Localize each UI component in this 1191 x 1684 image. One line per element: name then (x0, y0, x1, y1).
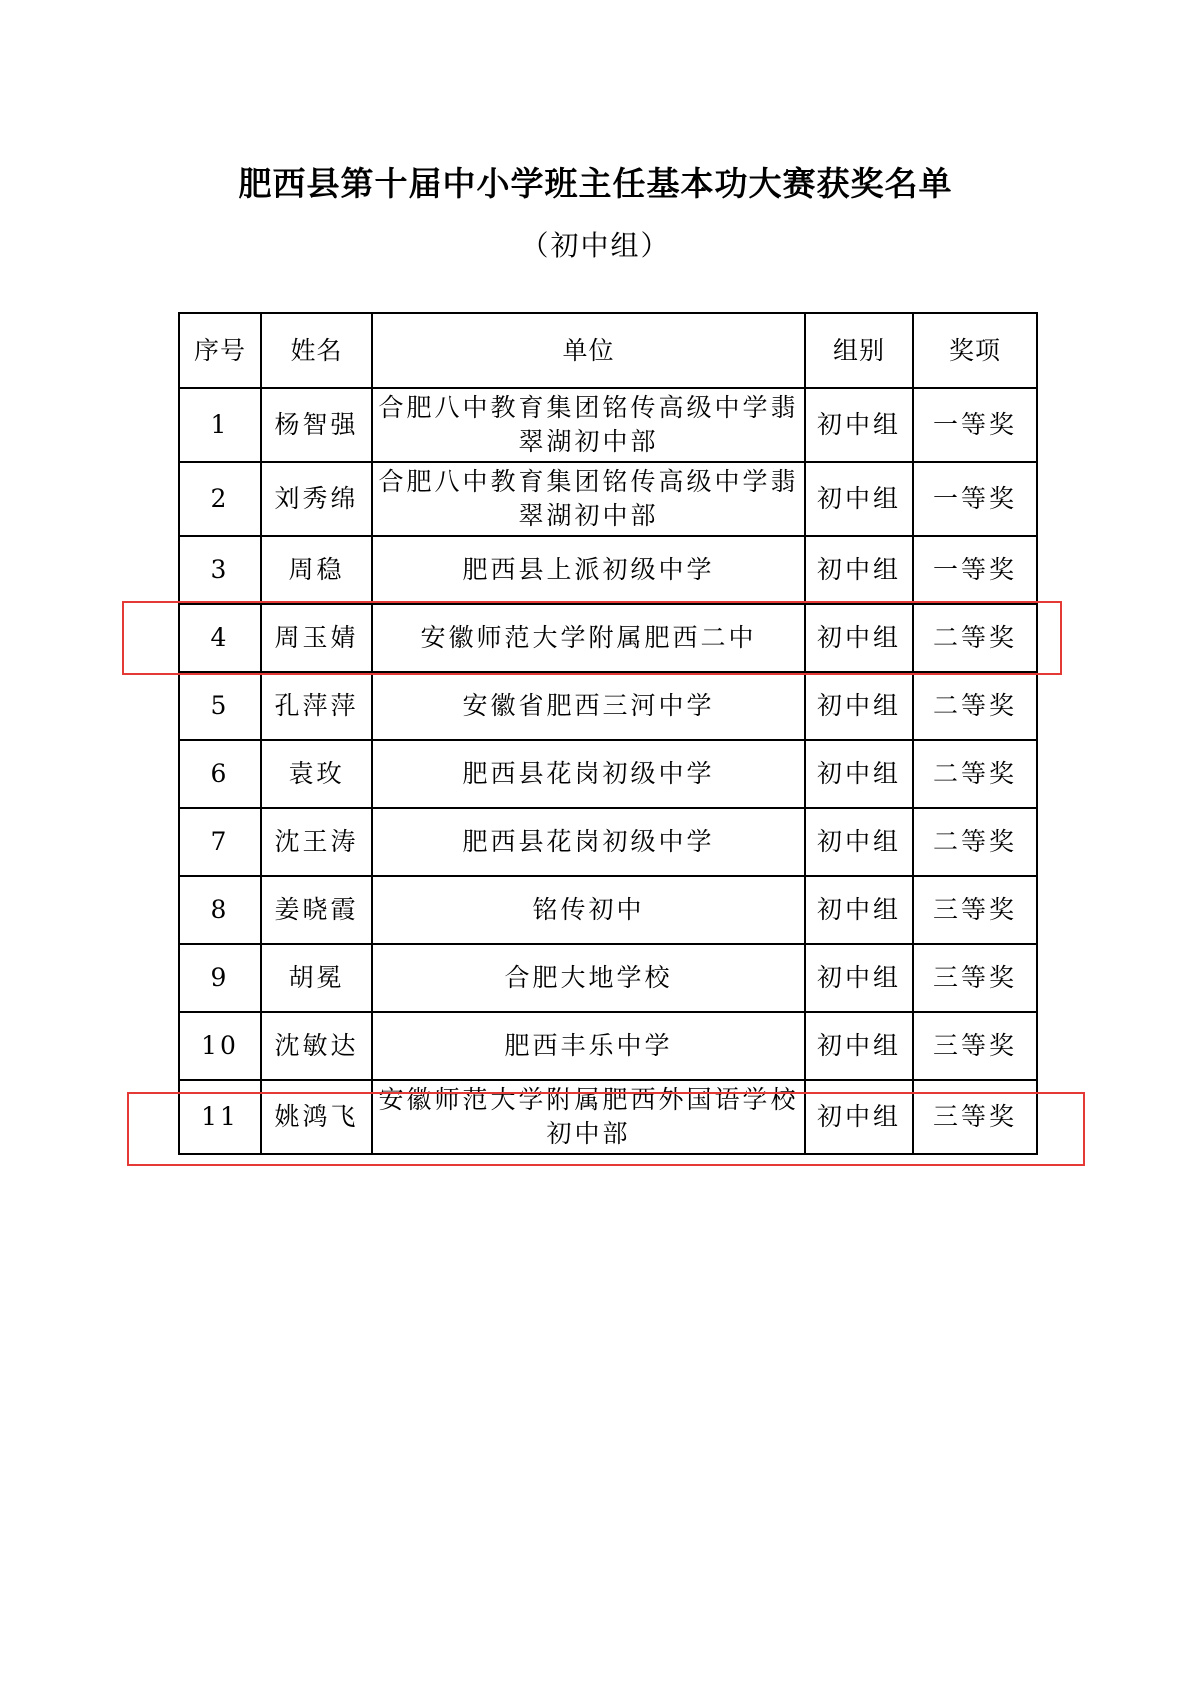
cell-group: 初中组 (805, 1012, 913, 1080)
cell-seq: 3 (179, 536, 261, 604)
cell-award: 二等奖 (913, 808, 1037, 876)
header-seq: 序号 (179, 313, 261, 388)
table-row (179, 1080, 1037, 1154)
cell-name: 刘秀绵 (261, 462, 372, 536)
cell-group: 初中组 (805, 740, 913, 808)
cell-seq: 8 (179, 876, 261, 944)
cell-name: 周稳 (261, 536, 372, 604)
cell-seq: 7 (179, 808, 261, 876)
table-row (179, 944, 1037, 1012)
table-row (179, 740, 1037, 808)
cell-unit: 铭传初中 (372, 876, 805, 944)
cell-group: 初中组 (805, 536, 913, 604)
cell-group: 初中组 (805, 808, 913, 876)
cell-seq: 9 (179, 944, 261, 1012)
cell-name: 姜晓霞 (261, 876, 372, 944)
cell-unit: 肥西县上派初级中学 (372, 536, 805, 604)
cell-award: 二等奖 (913, 740, 1037, 808)
cell-unit: 肥西丰乐中学 (372, 1012, 805, 1080)
cell-name: 周玉婧 (261, 604, 372, 672)
cell-unit: 合肥八中教育集团铭传高级中学翡翠湖初中部 (372, 388, 805, 462)
cell-unit: 肥西县花岗初级中学 (372, 740, 805, 808)
header-name: 姓名 (261, 313, 372, 388)
table-row (179, 1012, 1037, 1080)
cell-group: 初中组 (805, 672, 913, 740)
cell-seq: 6 (179, 740, 261, 808)
header-unit: 单位 (372, 313, 805, 388)
header-award: 奖项 (913, 313, 1037, 388)
cell-seq: 11 (179, 1080, 261, 1154)
table-row (179, 536, 1037, 604)
cell-name: 胡冕 (261, 944, 372, 1012)
cell-seq: 10 (179, 1012, 261, 1080)
cell-award: 三等奖 (913, 944, 1037, 1012)
cell-group: 初中组 (805, 1080, 913, 1154)
cell-name: 姚鸿飞 (261, 1080, 372, 1154)
table-row (179, 808, 1037, 876)
cell-award: 三等奖 (913, 1012, 1037, 1080)
cell-seq: 1 (179, 388, 261, 462)
table-row (179, 388, 1037, 462)
cell-award: 三等奖 (913, 1080, 1037, 1154)
cell-name: 沈敏达 (261, 1012, 372, 1080)
cell-seq: 5 (179, 672, 261, 740)
cell-award: 一等奖 (913, 462, 1037, 536)
cell-unit: 合肥八中教育集团铭传高级中学翡翠湖初中部 (372, 462, 805, 536)
cell-award: 一等奖 (913, 388, 1037, 462)
document-title: 肥西县第十届中小学班主任基本功大赛获奖名单 (238, 164, 953, 203)
cell-group: 初中组 (805, 462, 913, 536)
cell-award: 三等奖 (913, 876, 1037, 944)
cell-unit: 安徽师范大学附属肥西外国语学校初中部 (372, 1080, 805, 1154)
cell-unit: 肥西县花岗初级中学 (372, 808, 805, 876)
cell-name: 杨智强 (261, 388, 372, 462)
table-row (179, 672, 1037, 740)
table-header-row (179, 313, 1037, 388)
cell-award: 二等奖 (913, 604, 1037, 672)
table-row (179, 876, 1037, 944)
cell-award: 一等奖 (913, 536, 1037, 604)
cell-unit: 安徽师范大学附属肥西二中 (372, 604, 805, 672)
cell-award: 二等奖 (913, 672, 1037, 740)
header-group: 组别 (805, 313, 913, 388)
cell-unit: 合肥大地学校 (372, 944, 805, 1012)
cell-group: 初中组 (805, 876, 913, 944)
awards-table (178, 312, 1038, 1155)
cell-group: 初中组 (805, 944, 913, 1012)
table-row (179, 462, 1037, 536)
cell-name: 袁玫 (261, 740, 372, 808)
cell-unit: 安徽省肥西三河中学 (372, 672, 805, 740)
cell-name: 孔萍萍 (261, 672, 372, 740)
cell-name: 沈王涛 (261, 808, 372, 876)
cell-seq: 2 (179, 462, 261, 536)
cell-group: 初中组 (805, 604, 913, 672)
cell-group: 初中组 (805, 388, 913, 462)
cell-seq: 4 (179, 604, 261, 672)
document-subtitle: （初中组） (520, 229, 671, 262)
table-row (179, 604, 1037, 672)
